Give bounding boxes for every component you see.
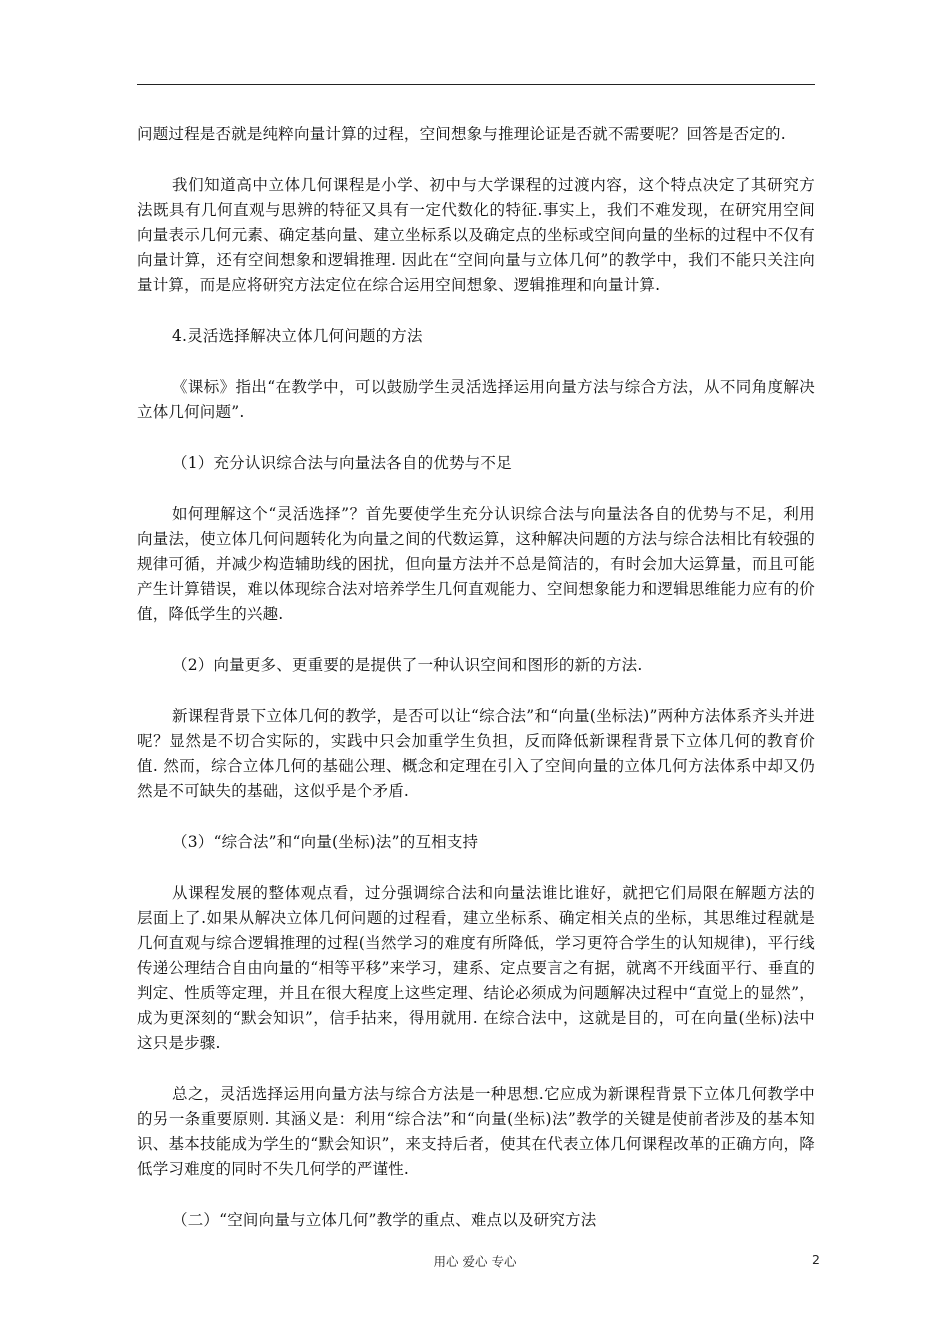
paragraph-summary: 总之，灵活选择运用向量方法与综合方法是一种思想.它应成为新课程背景下立体几何教学中的另一条重要原则. 其涵义是：利用“综合法”和“向量(坐标)法”教学的关键是使前者涉及的基本知识、基本技能成为学生的“默会知识”，来支持后者，使其在代表立体几何课程改革的正确方向，降低学习难度的同时不失几何学的严谨性. [137, 1085, 815, 1178]
header-rule [137, 84, 815, 85]
section-heading-2: （二）“空间向量与立体几何”教学的重点、难点以及研究方法 [172, 1211, 597, 1229]
footer-slogan: 用心 爱心 专心 [433, 1254, 517, 1269]
document-body [137, 122, 815, 1259]
paragraph-flexible-choice: 如何理解这个“灵活选择”？首先要使学生充分认识综合法与向量法各自的优势与不足，利用向量法，使立体几何问题转化为向量之间的代数运算，这种解决问题的方法与综合法相比有较强的规律可循，并减少构造辅助线的困扰，但向量方法并不总是简洁的，有时会加大运算量，而且可能产生计算错误，难以体现综合法对培养学生几何直观能力、空间想象能力和逻辑思维能力应有的价值，降低学生的兴趣. [137, 505, 815, 623]
paragraph-continuation: 问题过程是否就是纯粹向量计算的过程，空间想象与推理论证是否就不需要呢？回答是否定的. [137, 125, 786, 143]
paragraph-research-method: 我们知道高中立体几何课程是小学、初中与大学课程的过渡内容，这个特点决定了其研究方法既具有几何直观与思辨的特征又具有一定代数化的特征.事实上，我们不难发现，在研究用空间向量表示几何元素、确定基向量、建立坐标系以及确定点的坐标或空间向量的坐标的过程中不仅有向量计算，还有空间想象和逻辑推理. 因此在“空间向量与立体几何”的教学中，我们不能只关注向量计算，而是应将研究方法定位在综合运用空间想象、逻辑推理和向量计算. [137, 176, 815, 294]
subheading-3: （3）“综合法”和“向量(坐标)法”的互相支持 [172, 833, 479, 851]
paragraph-new-curriculum: 新课程背景下立体几何的教学，是否可以让“综合法”和“向量(坐标法)”两种方法体系齐头并进呢？显然是不切合实际的，实践中只会加重学生负担，反而降低新课程背景下立体几何的教育价值. 然而，综合立体几何的基础公理、概念和定理在引入了空间向量的立体几何方法体系中却又仍然是不可缺失的基础，这似乎是个矛盾. [137, 707, 815, 800]
section-heading-4: 4.灵活选择解决立体几何问题的方法 [172, 327, 423, 345]
paragraph-curriculum-quote: 《课标》指出“在教学中，可以鼓励学生灵活选择运用向量方法与综合方法，从不同角度解决立体几何问题”. [137, 378, 815, 421]
paragraph-course-development: 从课程发展的整体观点看，过分强调综合法和向量法谁比谁好，就把它们局限在解题方法的层面上了.如果从解决立体几何问题的过程看，建立坐标系、确定相关点的坐标，其思维过程就是几何直观与综合逻辑推理的过程(当然学习的难度有所降低，学习更符合学生的认知规律)，平行线传递公理结合自由向量的“相等平移”来学习，建系、定点要言之有据，就离不开线面平行、垂直的判定、性质等定理，并且在很大程度上这些定理、结论必须成为问题解决过程中“直觉上的显然”，成为更深刻的“默会知识”，信手拈来，得用就用. 在综合法中，这就是目的，可在向量(坐标)法中这只是步骤. [137, 884, 815, 1052]
subheading-2: （2）向量更多、更重要的是提供了一种认识空间和图形的新的方法. [172, 656, 643, 674]
subheading-1: （1）充分认识综合法与向量法各自的优势与不足 [172, 454, 512, 472]
page-number: 2 [812, 1252, 820, 1267]
